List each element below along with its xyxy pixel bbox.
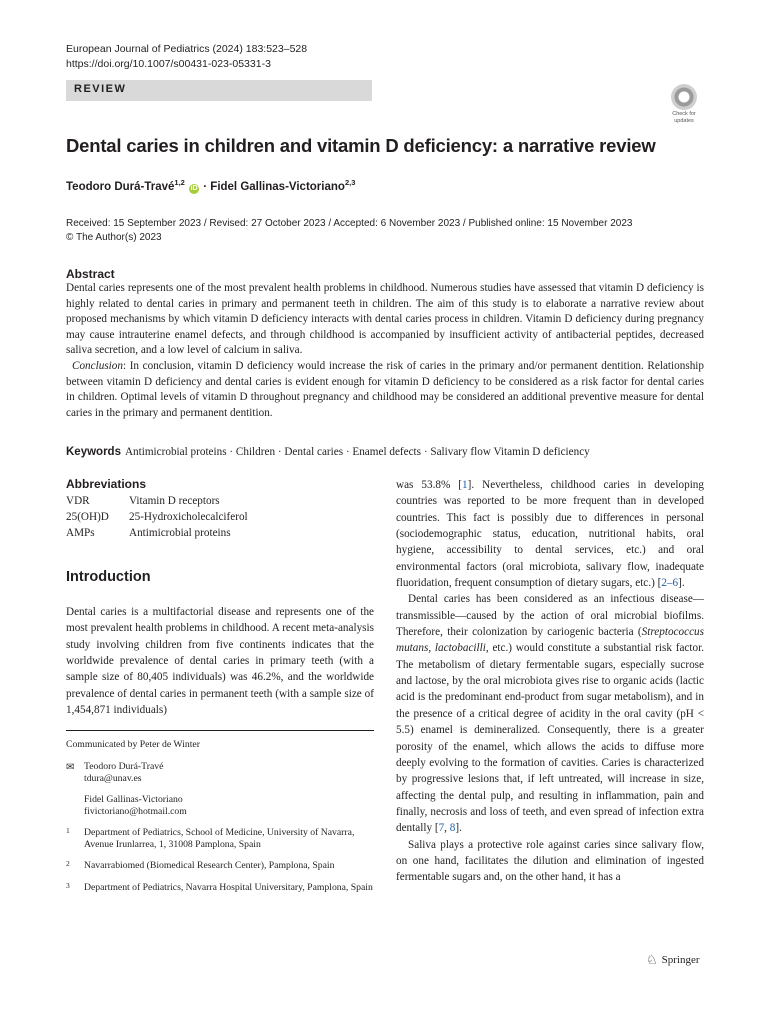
- corresponding-author-email[interactable]: tdura@unav.es: [84, 773, 142, 785]
- journal-header: [66, 42, 307, 72]
- correspondence-block: [66, 761, 374, 818]
- footnotes: [66, 739, 374, 903]
- abbreviations-heading: Abbreviations: [66, 477, 147, 491]
- abbreviation-term: 25(OH)D: [66, 511, 109, 523]
- abbreviation-term: VDR: [66, 495, 90, 507]
- introduction-heading: Introduction: [66, 569, 151, 585]
- citation-link[interactable]: 2–6: [661, 577, 679, 590]
- coauthor-name: Fidel Gallinas-Victoriano: [84, 793, 183, 805]
- text-run: ,: [428, 642, 435, 655]
- abbreviation-row: [66, 493, 248, 509]
- orcid-icon[interactable]: iD: [190, 184, 198, 192]
- body-paragraph: Dental caries is a multifactorial disease and represents one of the most prevalent health problems in childhood. A recent meta-analysis study involving children from five continents indicates that the worldwide prevalence of dental caries in primary teeth (with a sample size of 80,405 individuals) was 46.2%, and the worldwide prevalence of dental caries in permanent teeth (with a sample size of 1,454,871 individuals): [66, 606, 374, 717]
- badge-line-1: Check for: [672, 111, 696, 117]
- text-run: ].: [678, 577, 685, 590]
- abbreviation-definition: 25-Hydroxicholecalciferol: [129, 511, 248, 523]
- article-title: Dental caries in children and vitamin D deficiency: a narrative review: [66, 135, 656, 156]
- body-paragraph: Saliva plays a protective role against caries since salivary flow, on one hand, facilitates the dilution and elimination of ingested fermentable sugars and, on the other hand, it has a: [396, 838, 704, 884]
- copyright-line: © The Author(s) 2023: [66, 232, 162, 243]
- coauthor-email[interactable]: fivictoriano@hotmail.com: [84, 805, 187, 817]
- author-list: [66, 178, 355, 194]
- abbreviation-row: [66, 509, 248, 525]
- body-column-left: [66, 604, 374, 718]
- badge-line-2: updates: [674, 118, 694, 124]
- affiliation-item: [66, 827, 374, 851]
- text-run: , etc.) would constitute a substantial risk factor. The metabolism of dietary fermentable sugars, especially sucrose and lactose, by the oral microbiota gives rise to organic acids (lactic acid is the predominant end-product from sugar metabolism), and in the presence of a critical degree of acidity in the oral cavity (pH < 5.5) enamel is demineralized. Consequently, there is a greater porosity of the enamel, which allows the acids to diffuse more deeply evolving to the formation of cavities. Caries is characterized by progressive lesions that, if left untreated, will increase in size, affecting the dental pulp, and resulting in inflammation, pain and finally, necrosis and loss of teeth, and even spread of infection extra dentally [: [396, 642, 704, 835]
- abbreviation-row: [66, 525, 248, 541]
- affiliation-number: 2: [66, 859, 70, 869]
- affiliation-item: [66, 860, 374, 872]
- keywords-heading: Keywords: [66, 446, 121, 458]
- publisher-name: Springer: [661, 954, 700, 966]
- section-label: REVIEW: [74, 83, 127, 95]
- body-paragraph: [396, 591, 704, 836]
- abbreviations-list: [66, 493, 248, 541]
- abbreviation-term: AMPs: [66, 527, 95, 539]
- affiliation-text: Navarrabiomed (Biomedical Research Center), Pamplona, Spain: [84, 860, 335, 872]
- affiliation-text: Department of Pediatrics, School of Medicine, University of Navarra, Avenue Irunlarrea, 1, 31008 Pamplona, Spain: [84, 827, 355, 851]
- doi-link[interactable]: https://doi.org/10.1007/s00431-023-05331-3: [66, 58, 271, 70]
- citation-link[interactable]: 7: [438, 822, 445, 835]
- communicated-by: Communicated by Peter de Winter: [66, 739, 200, 750]
- envelope-icon: ✉: [66, 762, 75, 774]
- publisher-logo: [646, 952, 700, 968]
- abstract-paragraph: Dental caries represents one of the most prevalent health problems in childhood. Numerous studies have assessed that vitamin D deficiency is highly related to dental caries in primary and permanent teeth in children. The aim of this study is to elaborate a narrative review about proposed mechanisms by which vitamin D deficiency interacts with dental caries process in children. Vitamin D deficiency during pregnancy may cause intrauterine enamel defects, and through childhood is accompanied by insufficient activity of antibacterial peptides, decreased saliva secretion, and a low level of calcium in saliva.: [66, 282, 704, 357]
- corresponding-author-name: Teodoro Durá-Travé: [84, 761, 164, 773]
- text-run: ]. Nevertheless, childhood caries in developing countries was reported to be more frequent than in developed countries. This fact is possibly due to differences in personal (sociodemographic status, education, nutritional habits, oral hygiene, accessibility to dental services, etc.) and oral environmental factors (oral microbiota, salivary flow, inadequate fluoridation, frequent consumption of dietary sugars, etc.) [: [396, 479, 704, 590]
- text-run: ,: [444, 822, 450, 835]
- affiliation-number: 3: [66, 880, 70, 890]
- keywords-text: Antimicrobial proteins · Children · Dental caries · Enamel defects · Salivary flow Vitamin D deficiency: [124, 446, 590, 458]
- text-run: ].: [455, 822, 462, 835]
- abstract-conclusion: [66, 359, 704, 421]
- check-updates-icon: [671, 84, 697, 110]
- footnote-divider: [66, 730, 374, 731]
- abbreviation-definition: Vitamin D receptors: [129, 495, 220, 507]
- affiliation-number: 1: [66, 826, 70, 836]
- springer-horse-icon: ♘: [646, 952, 658, 967]
- citation-link[interactable]: 1: [462, 479, 468, 491]
- author-name[interactable]: Teodoro Durá-Travé: [66, 180, 175, 193]
- article-history: [66, 217, 632, 245]
- affiliation-item: [66, 882, 374, 894]
- author-affiliation-sup: 1,2: [174, 178, 185, 187]
- text-run: was 53.8% [: [396, 479, 463, 491]
- author-affiliation-sup: 2,3: [344, 178, 356, 187]
- author-separator: ·: [200, 180, 211, 193]
- conclusion-text: : In conclusion, vitamin D deficiency would increase the risk of caries in the primary and/or permanent dentition. Relationship between vitamin D deficiency and dental caries is evident enough for vitamin D deficiency to be considered as a risk factor for dental caries in children. Optimal levels of vitamin D throughout pregnancy and childhood may be considered an additional preventive measure for dental caries in the primary and permanent dentition.: [66, 359, 704, 419]
- publication-dates: Received: 15 September 2023 / Revised: 27 October 2023 / Accepted: 6 November 2023 / Published online: 15 November 2023: [66, 218, 633, 229]
- conclusion-label: Conclusion: [72, 359, 123, 372]
- text-run: Dental caries has been considered as an infectious disease—transmissible—caused by the action of oral microbial biofilms. Therefore, their colonization by cariogenic bacteria (: [396, 593, 704, 639]
- author-name[interactable]: Fidel Gallinas-Victoriano: [210, 180, 345, 193]
- abbreviation-definition: Antimicrobial proteins: [129, 527, 231, 539]
- check-for-updates-badge[interactable]: [664, 84, 704, 124]
- affiliation-text: Department of Pediatrics, Navarra Hospital Universitary, Pamplona, Spain: [84, 881, 373, 893]
- species-name: lactobacilli: [434, 642, 486, 655]
- abstract-body: [66, 281, 704, 421]
- body-column-right: [396, 477, 704, 886]
- species-name: Streptococcus mutans: [396, 626, 704, 655]
- abstract-heading: Abstract: [66, 267, 115, 281]
- keywords-line: [66, 445, 706, 460]
- body-paragraph: [396, 477, 704, 591]
- citation-link[interactable]: 8: [449, 822, 456, 835]
- journal-citation: European Journal of Pediatrics (2024) 183:523–528: [66, 43, 308, 55]
